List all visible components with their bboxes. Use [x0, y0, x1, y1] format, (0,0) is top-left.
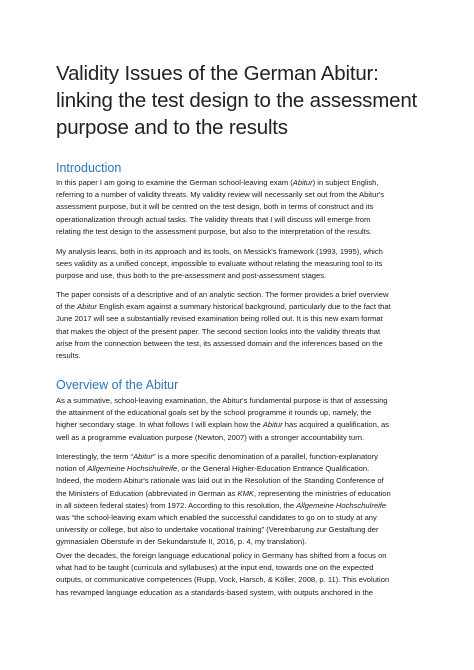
text-line: notion of Allgemeine Hochschulreife, or the General Higher-Education Entrance Qualification.	[56, 464, 370, 474]
text-line: referring to a number of validity threats. My validity review will necessarily set out from the Abitur's	[56, 190, 385, 200]
text-line: that makes the object of the present paper. The second section looks into the validity threats that	[56, 326, 381, 336]
text-line: gymnasialen Oberstufe in der Sekundarstufe II, 2016, p. 4, my translation).	[56, 537, 307, 547]
paragraph	[56, 246, 424, 283]
text-line: purpose and use, thus both to the pre-assessment and post-assessment stages.	[56, 271, 327, 281]
paragraph	[56, 289, 424, 362]
section-heading-overview: Overview of the Abitur	[56, 378, 179, 392]
text-line: arise from the connection between the test, its assessed domain and the inferences based on the	[56, 338, 383, 348]
text-line: Over the decades, the foreign language educational policy in Germany has shifted from a focus on	[56, 551, 387, 560]
text-line: has revamped language education as a standards-based system, with outputs anchored in the	[56, 587, 374, 597]
paragraph	[56, 395, 424, 444]
text-line: Interestingly, the term “Abitur” is a more specific denomination of a parallel, function-explanatory	[56, 452, 378, 461]
text-line: results.	[56, 351, 81, 361]
text-line: The paper consists of a descriptive and of an analytic section. The former provides a brief overview	[56, 290, 389, 299]
paragraph	[56, 177, 424, 238]
section-heading-introduction: Introduction	[56, 161, 122, 175]
title-line: purpose and to the results	[56, 116, 288, 139]
text-line: university or college, but also to undertake vocational training” (Vereinbarung zur Gestaltung der	[56, 525, 379, 535]
text-line: higher secondary stage. In what follows I will explain how the Abitur has acquired a qualification, as	[56, 420, 390, 430]
text-line: of the Abitur English exam against a summary historical background, particularly due to the fact that	[56, 302, 391, 312]
document-title	[56, 60, 426, 141]
text-line: relating the test design to the assessment purpose, but also to the interpretation of the results.	[56, 226, 372, 236]
text-line: As a summative, school-leaving examination, the Abitur's fundamental purpose is that of assessing	[56, 396, 388, 405]
text-line: My analysis leans, both in its approach and its tools, on Messick's framework (1993, 1995), which	[56, 247, 383, 256]
text-line: In this paper I am going to examine the German school-leaving exam (Abitur) in subject English,	[56, 178, 379, 187]
text-line: what had to be taught (curricula and syllabuses) at the input end, towards one on the expected	[56, 563, 374, 573]
text-line: operationalization through actual tasks. The validity threats that I will discuss will emerge from	[56, 214, 371, 224]
title-line: Validity Issues of the German Abitur:	[56, 62, 379, 85]
text-line: the Ministers of Education (abbreviated in German as KMK, representing the ministries of education	[56, 488, 391, 498]
paragraph	[56, 451, 424, 549]
text-line: the attainment of the educational goals set by the school programme it rounds up, namely, the	[56, 408, 372, 418]
text-line: was “the school-leaving exam which enabled the successful candidates to go on to study at any	[56, 513, 377, 523]
text-line: sees validity as a unified concept, impossible to evaluate without relating the measuring tool to its	[56, 259, 383, 269]
text-line: June 2017 will see a substantially revised examination being rolled out. It is this new exam format	[56, 314, 383, 324]
text-line: well as a programme evaluation purpose (Newton, 2007) with a stronger accountability turn.	[56, 432, 365, 442]
title-line: linking the test design to the assessment	[56, 89, 418, 112]
text-line: in all sixteen federal states) from 1972. According to this resolution, the Allgemeine Hochschulreife	[56, 500, 387, 510]
text-line: Indeed, the modern Abitur's rationale was laid out in the Resolution of the Standing Conference of	[56, 476, 384, 486]
paragraph	[56, 550, 424, 599]
text-line: outputs, or communicative competences (Rupp, Vock, Harsch, & Köller, 2008, p. 11). This evolution	[56, 575, 390, 585]
text-line: assessment purpose, but it will be centred on the test design, both in terms of construct and its	[56, 202, 374, 212]
